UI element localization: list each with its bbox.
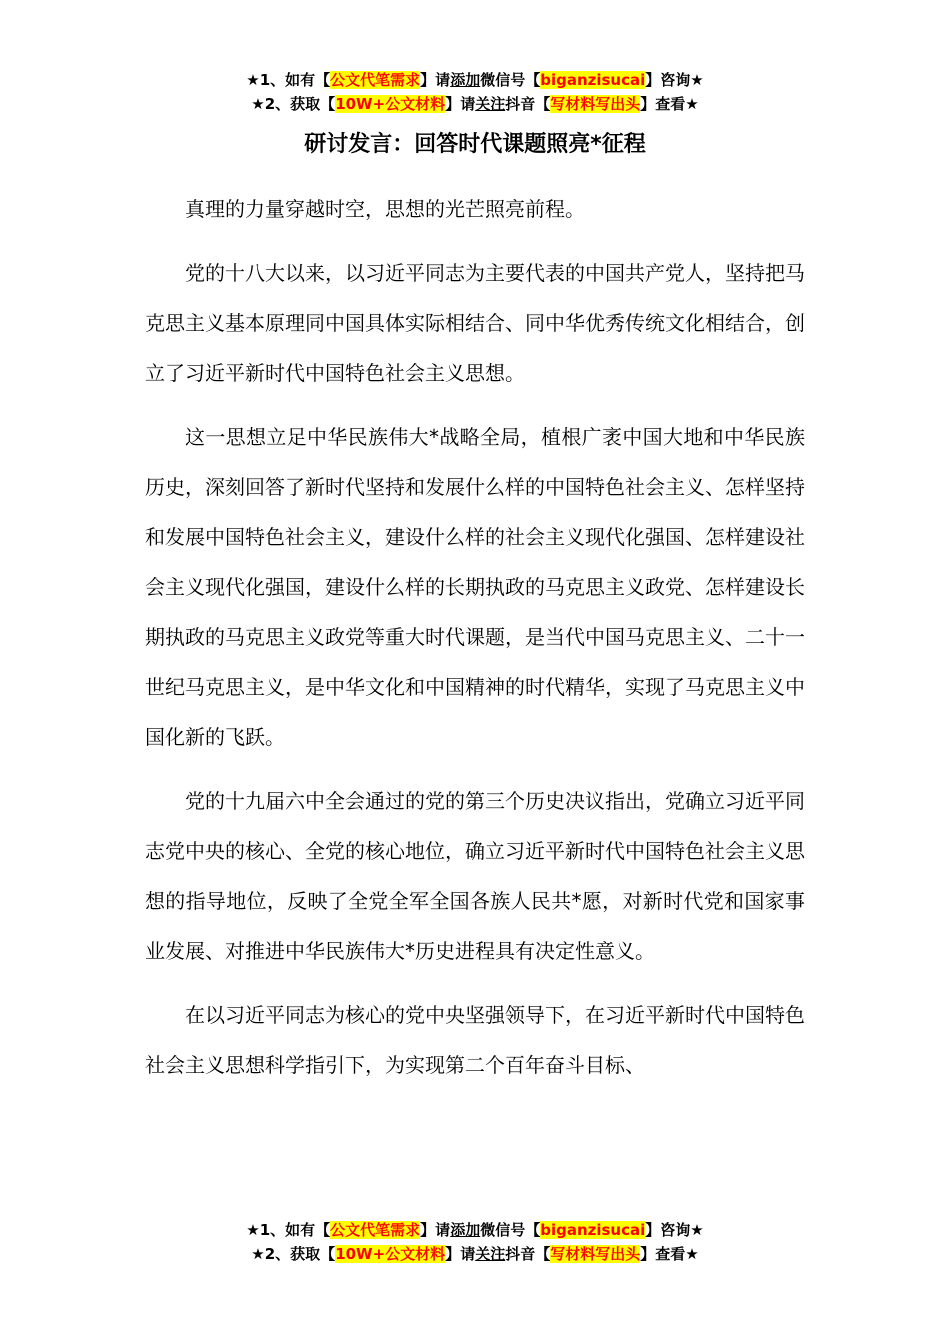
banner-text: 】查看★ — [640, 95, 699, 113]
paragraph: 这一思想立足中华民族伟大*战略全局，植根广袤中国大地和中华民族历史，深刻回答了新时代坚持和发展什么样的中国特色社会主义、怎样坚持和发展中国特色社会主义，建设什么样的社会主义现代化强国、怎样建设社会主义现代化强国，建设什么样的长期执政的马克思主义政党、怎样建设长期执政的马克思主义政党等重大时代课题，是当代中国马克思主义、二十一世纪马克思主义，是中华文化和中国精神的时代精华，实现了马克思主义中国化新的飞跃。 — [145, 425, 805, 749]
banner-text: ★1、如有【 — [246, 71, 331, 89]
banner-highlight: 写材料写出头 — [550, 1245, 641, 1263]
banner-text: 】请 — [420, 71, 451, 89]
banner-text: 抖音【 — [505, 95, 551, 113]
paragraph: 真理的力量穿越时空，思想的光芒照亮前程。 — [185, 197, 585, 221]
banner-text: 】咨询★ — [645, 71, 704, 89]
banner-text: 】请 — [445, 95, 476, 113]
banner-line-2 — [0, 1242, 950, 1266]
banner-text: 】查看★ — [640, 1245, 699, 1263]
banner-underline: 关注 — [475, 1245, 506, 1263]
paragraph: 党的十九届六中全会通过的党的第三个历史决议指出，党确立习近平同志党中央的核心、全党的核心地位，确立习近平新时代中国特色社会主义思想的指导地位，反映了全党全军全国各族人民共*愿，对新时代党和国家事业发展、对推进中华民族伟大*历史进程具有决定性意义。 — [145, 789, 805, 963]
banner-line-1 — [0, 68, 950, 92]
banner-text: ★1、如有【 — [246, 1221, 331, 1239]
banner-text: 微信号【 — [480, 1221, 541, 1239]
header-banner — [0, 68, 950, 116]
banner-text: 微信号【 — [480, 71, 541, 89]
banner-highlight: 公文代笔需求 — [330, 1221, 421, 1239]
paragraph: 党的十八大以来，以习近平同志为主要代表的中国共产党人，坚持把马克思主义基本原理同中国具体实际相结合、同中华优秀传统文化相结合，创立了习近平新时代中国特色社会主义思想。 — [145, 261, 805, 385]
banner-line-1 — [0, 1218, 950, 1242]
banner-highlight: 公文代笔需求 — [330, 71, 421, 89]
banner-text: ★2、获取【 — [251, 1245, 336, 1263]
banner-text: 】请 — [420, 1221, 451, 1239]
banner-underline: 添加 — [450, 71, 481, 89]
banner-highlight: 写材料写出头 — [550, 95, 641, 113]
paragraph: 在以习近平同志为核心的党中央坚强领导下，在习近平新时代中国特色社会主义思想科学指引下，为实现第二个百年奋斗目标、 — [145, 1003, 805, 1077]
banner-text: ★2、获取【 — [251, 95, 336, 113]
banner-text: 】请 — [445, 1245, 476, 1263]
banner-highlight: 10W+公文材料 — [335, 95, 446, 113]
footer-banner — [0, 1218, 950, 1266]
banner-underline: 关注 — [475, 95, 506, 113]
document-body — [145, 184, 805, 1104]
document-title: 研讨发言：回答时代课题照亮*征程 — [304, 132, 646, 157]
banner-text: 抖音【 — [505, 1245, 551, 1263]
banner-highlight: 10W+公文材料 — [335, 1245, 446, 1263]
banner-highlight: biganzisucai — [540, 71, 646, 89]
banner-underline: 添加 — [450, 1221, 481, 1239]
banner-text: 】咨询★ — [645, 1221, 704, 1239]
banner-line-2 — [0, 92, 950, 116]
banner-highlight: biganzisucai — [540, 1221, 646, 1239]
